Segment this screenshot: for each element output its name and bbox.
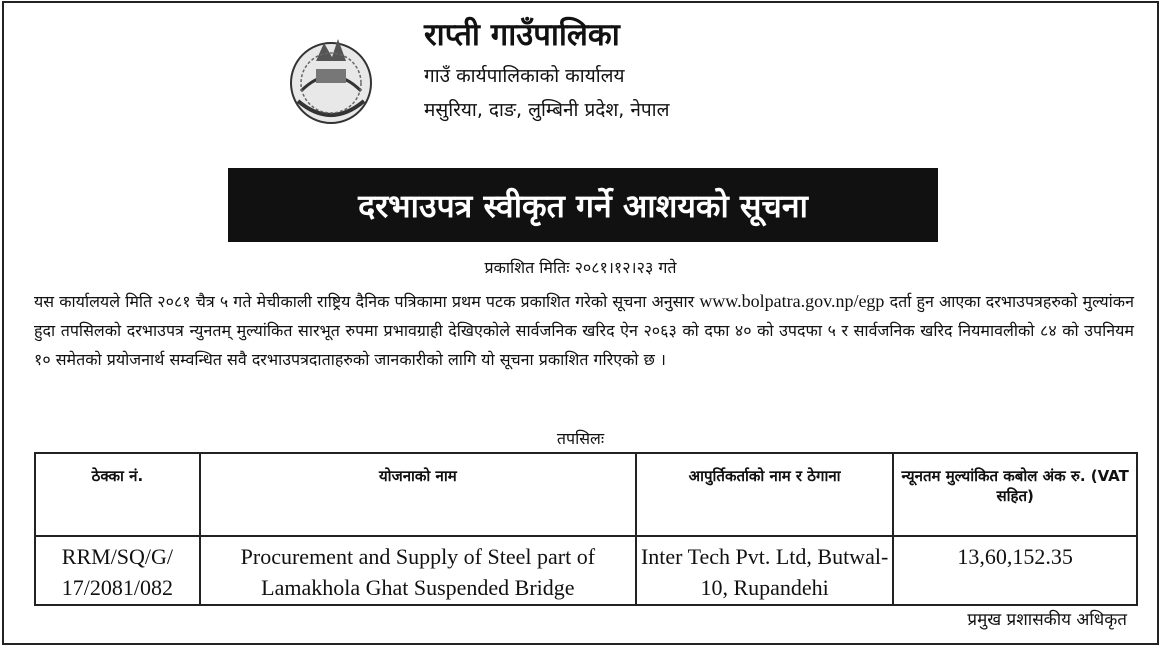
notice-body-part1: यस कार्यालयले मिति २०८१ चैत्र ५ गते मेचीकाली राष्ट्रिय दैनिक पत्रिकामा प्रथम पटक प्रकाशित गरेको सूचना अनुसार (34, 292, 695, 311)
col-header-project: योजनाको नाम (200, 453, 636, 536)
cell-amount: 13,60,152.35 (893, 536, 1137, 605)
notice-body-part2: दर्ता हुन आएका दरभाउपत्रहरुको मुल्यांकन हुदा तपसिलको दरभाउपत्र न्युनतम् मुल्यांकित सारभूत रुपमा प्रभावग्राही देखिएकोले सार्वजनिक खरिद ऐन २०६३ को दफा ४० को उपदफा ५ र सार्वजनिक खरिद नियमावलीको ८४ को उपनियम १० समेतको प्रयोजनार्थ सम्वन्धित सवै दरभाउपत्रदाताहरुको जानकारीको लागि यो सूचना प्रकाशित गरिएको छ । (34, 292, 1134, 369)
table-row (35, 536, 1137, 605)
published-date: प्रकाशित मितिः २०८१।१२।२३ गते (484, 258, 677, 277)
office-name: राप्ती गाउँपालिका (424, 17, 620, 53)
signature: प्रमुख प्रशासकीय अधिकृत (967, 610, 1127, 630)
notice-title-banner (228, 168, 938, 242)
col-header-supplier: आपुर्तिकर्ताको नाम र ठेगाना (636, 453, 894, 536)
col-header-amount: न्यूनतम मुल्यांकित कबोल अंक रु. (VAT सहित) (893, 453, 1137, 536)
nepal-government-emblem-icon (286, 31, 376, 131)
notice-body (34, 287, 1134, 374)
cell-project: Procurement and Supply of Steel part of Lamakhola Ghat Suspended Bridge (200, 536, 636, 605)
col-header-contract-no: ठेक्का नं. (35, 453, 200, 536)
notice-title: दरभाउपत्र स्वीकृत गर्ने आशयको सूचना (358, 186, 808, 225)
bolpatra-url: www.bolpatra.gov.np/egp (699, 291, 885, 311)
bid-table (34, 452, 1138, 606)
tapashil-label: तपसिलः (556, 429, 605, 448)
office-address: मसुरिया, दाङ, लुम्बिनी प्रदेश, नेपाल (424, 99, 670, 121)
office-subtitle: गाउँ कार्यपालिकाको कार्यालय (424, 65, 625, 87)
cell-contract-no: RRM/SQ/G/ 17/2081/082 (35, 536, 200, 605)
header (424, 13, 844, 127)
cell-supplier: Inter Tech Pvt. Ltd, Butwal-10, Rupandehi (636, 536, 894, 605)
notice-document (2, 1, 1159, 645)
table-header-row (35, 453, 1137, 536)
